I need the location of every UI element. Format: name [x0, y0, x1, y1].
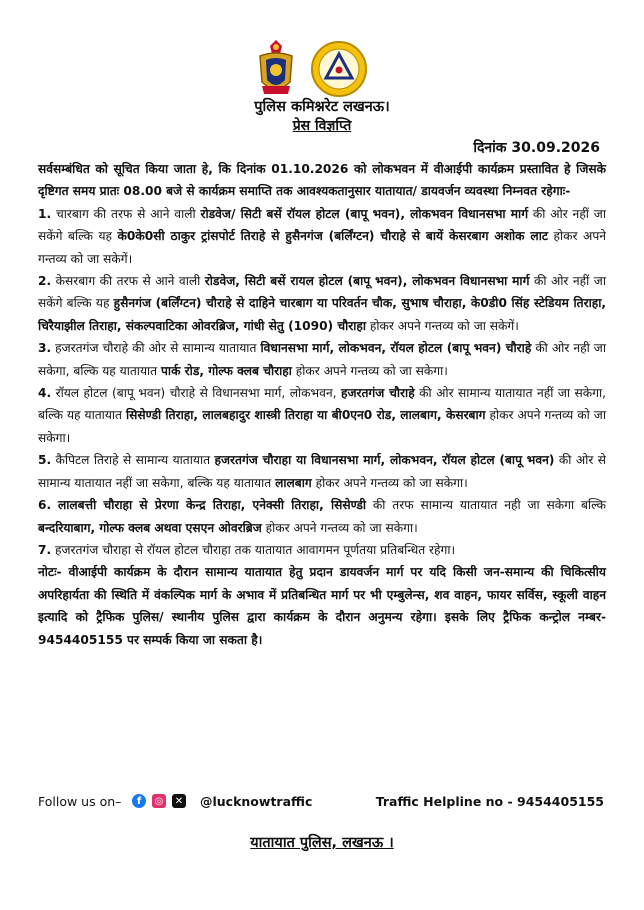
- point-bold-text: हुसैनगंज (बर्लिंग्टन) चौराहे से दाहिने चारबाग या परिवर्तन चौक, सुभाष चौराहा, के0डी0 सिंह स्टेडियम तिराहा, चिरैयाझील तिराहा, संकल्पवाटिका ओवरब्रिज, गांधी सेतु (1090) चौराहा: [38, 296, 606, 333]
- point-text: होकर अपने गन्तव्य को जा सकेगें।: [38, 229, 607, 266]
- point-bold-text: रोडवेज, सिटी बसें रायल होटल (बापू भवन), लोकभवन विधानसभा मार्ग: [204, 274, 530, 289]
- document-date: दिनांक 30.09.2026: [473, 140, 600, 156]
- point-item: [38, 203, 606, 270]
- signature: यातायात पुलिस, लखनऊ ।: [250, 835, 394, 851]
- facebook-icon[interactable]: f: [132, 794, 146, 808]
- point-bold-text: हजरतगंज चौराहा या विधानसभा मार्ग, लोकभवन, रॉयल होटल (बापू भवन): [214, 453, 555, 468]
- point-number: 7.: [38, 542, 52, 557]
- point-text: की ओर से सामान्य यातायात नहीं जा सकेगा, बल्कि यह यातायात: [38, 453, 606, 490]
- point-item: [38, 449, 606, 494]
- point-text: [51, 498, 58, 512]
- point-text: होकर अपने गन्तव्य को जा सकेगा।: [311, 475, 468, 490]
- traffic-helpline: Traffic Helpline no - 9454405155: [375, 794, 604, 809]
- traffic-police-logo-icon: [310, 40, 368, 98]
- point-bold-text: रोडवेज/ सिटी बसें रॉयल होटल (बापू भवन), लोकभवन विधानसभा मार्ग: [200, 206, 529, 221]
- point-bold-text: सिसेण्डी तिराहा, लालबहादुर शास्त्री तिराहा या बी0एन0 रोड, लालबाग, केसरबाग: [126, 408, 486, 423]
- instagram-icon[interactable]: ◎: [152, 794, 166, 808]
- point-bold-text: लालबाग: [275, 475, 312, 490]
- point-text: होकर अपने गन्तव्य को जा सकेगा।: [38, 408, 607, 445]
- point-number: 2.: [38, 274, 52, 289]
- footer-bar: [38, 792, 606, 814]
- intro-paragraph: सर्वसम्बंधित को सूचित किया जाता हे, कि दिनांक 01.10.2026 को लोकभवन में वीआईपी कार्यक्रम प्रस्तावित हे जिसके दृष्टिगत समय प्रातः 08.00 बजे से कार्यक्रम समाप्ति तक आवश्यकतानुसार यातायात/ डायवर्जन व्यवस्था निम्नवत रहेगाः-: [38, 162, 606, 199]
- point-bold-text: लालबत्ती चौराहा से प्रेरणा केन्द्र तिराहा, एनेक्सी तिराहा, सिसेण्डी: [58, 498, 367, 513]
- point-bold-text: हजरतगंज चौराहे: [340, 386, 415, 401]
- point-bold-text: पार्क रोड, गोल्फ क्लब चौराहा: [161, 363, 292, 378]
- note-paragraph: नोटः- वीआईपी कार्यक्रम के दौरान सामान्य यातायात हेतु प्रदान डायवर्जन मार्ग पर यदि किसी जन-समान्य की चिकित्सीय अपरिहार्यता की स्थिति में वंकल्पिक मार्ग के अभाव में प्रतिबन्धित मार्ग पर भी एम्बुलेन्स, शव वाहन, फायर सर्विस, स्कूली वाहन इत्यादि को ट्रैफिक पुलिस/ स्थानीय पुलिस द्वारा कार्यक्रम के दौरान अनुमन्य रहेगा। इसके लिए ट्रैफिक कन्ट्रोल नम्बर- 9454405155 पर सम्पर्क किया जा सकता है।: [38, 565, 606, 647]
- document-title: प्रेस विज्ञप्ति: [292, 118, 352, 134]
- point-item: [38, 337, 606, 382]
- point-text: हजरतगंज चौराहा से रॉयल होटल चौराहा तक यातायात आवागमन पूर्णतया प्रतिबन्धित रहेगा।: [51, 542, 456, 557]
- document-body: [38, 158, 606, 651]
- point-item: [38, 539, 606, 561]
- point-bold-text: बन्दरियाबाग, गोल्फ क्लब अथवा एसएन ओवरब्रिज: [38, 520, 262, 535]
- point-bold-text: विधानसभा मार्ग, लोकभवन, रॉयल होटल (बापू भवन) चौराहे: [260, 341, 532, 356]
- point-text: की ओर नहीं जा सकेंगे बल्कि यह: [38, 206, 606, 244]
- point-number: 1.: [38, 206, 52, 221]
- point-text: होकर अपने गन्तव्य को जा सकेगा।: [261, 520, 418, 535]
- logos: [0, 38, 644, 100]
- point-number: 4.: [38, 386, 52, 401]
- point-text: की ओर सामान्य यातायात नहीं जा सकेगा, बल्कि यह यातायात: [38, 386, 606, 423]
- point-text: की ओर नहीं जा सकेंगे बल्कि यह: [38, 274, 606, 311]
- x-icon[interactable]: ✕: [172, 794, 186, 808]
- point-number: 5.: [38, 453, 52, 468]
- point-text: हजरतगंज चौराहे की ओर से सामान्य यातायात: [51, 341, 261, 356]
- point-text: केसरबाग की तरफ से आने वाली: [51, 274, 205, 289]
- point-text: कैपिटल तिराहे से सामान्य यातायात: [51, 453, 215, 468]
- point-text: की ओर नही जा सकेगा, बल्कि यह यातायात: [38, 341, 606, 378]
- point-text: रॉयल होटल (बापू भवन) चौराहे से विधानसभा मार्ग, लोकभवन,: [51, 386, 341, 401]
- points-list: [38, 203, 606, 562]
- follow-label: Follow us on–: [38, 794, 122, 809]
- point-item: [38, 494, 606, 539]
- point-item: [38, 382, 606, 449]
- point-text: होकर अपने गन्तव्य को जा सकेगा।: [291, 363, 448, 378]
- point-text: की तरफ सामान्य यातायात नही जा सकेगा बल्कि: [366, 498, 607, 513]
- point-number: 3.: [38, 341, 52, 356]
- point-number: 6.: [38, 498, 52, 513]
- social-icons: [132, 794, 186, 808]
- social-handle[interactable]: @lucknowtraffic: [200, 794, 313, 809]
- point-text: होकर अपने गन्तव्य को जा सकेगें।: [366, 318, 519, 333]
- up-police-emblem-icon: [252, 38, 300, 100]
- point-text: चारबाग की तरफ से आने वाली: [51, 206, 201, 221]
- organization-name: पुलिस कमिश्नरेट लखनऊ।: [254, 99, 390, 115]
- point-item: [38, 270, 606, 337]
- point-bold-text: के0के0सी ठाकुर ट्रांसपोर्ट तिराहे से हुसैनगंज (बर्लिंग्टन) चौराहे से बायें केसरबाग अशोक लाट: [117, 229, 548, 244]
